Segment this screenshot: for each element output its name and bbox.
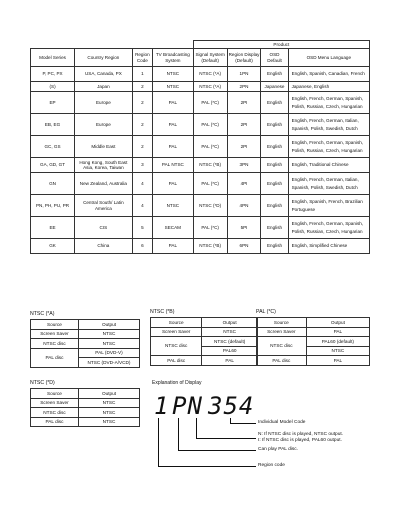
table-row bbox=[31, 82, 370, 92]
model-series-cell: GN bbox=[31, 173, 75, 195]
tv-system-cell: NTSC bbox=[153, 82, 194, 92]
tv-system-cell: PAL bbox=[153, 173, 194, 195]
col-country-region: Country Region bbox=[75, 49, 133, 67]
country-region-cell: Central South/ Latin America bbox=[75, 195, 133, 217]
display-explanation bbox=[152, 378, 382, 478]
signal-system-cell: NTSC (*D) bbox=[193, 195, 227, 217]
table-row bbox=[31, 239, 370, 254]
signal-system-cell: NTSC (*B) bbox=[193, 239, 227, 254]
region-display-cell: 6PN bbox=[227, 239, 261, 254]
display-region-digit: 1 bbox=[154, 392, 170, 420]
country-region-cell: Europe bbox=[75, 92, 133, 114]
region-display-cell: 2PI bbox=[227, 136, 261, 158]
leader-p-vertical bbox=[178, 418, 179, 450]
country-region-cell: CIS bbox=[75, 217, 133, 239]
osd-language-cell: Japanese, English bbox=[288, 82, 369, 92]
country-region-cell: Japan bbox=[75, 82, 133, 92]
region-code-cell: 4 bbox=[132, 195, 152, 217]
col-model-series: Model Series bbox=[31, 49, 75, 67]
source-header: Source bbox=[257, 318, 307, 328]
note-region-code: Region code bbox=[258, 463, 285, 468]
output-cell: NTSC bbox=[78, 329, 139, 339]
region-specification-table bbox=[30, 40, 370, 254]
leader-model-horizontal bbox=[230, 423, 256, 424]
col-region-display: Region Display (Default) bbox=[227, 49, 261, 67]
osd-language-cell: English, Spanish, French, Brazilian Portuguese bbox=[288, 195, 369, 217]
country-region-cell: USA, Canada, PX bbox=[75, 67, 133, 82]
country-region-cell: Middle East bbox=[75, 136, 133, 158]
source-header: Source bbox=[151, 318, 202, 328]
source-cell: Screen Saver bbox=[31, 398, 79, 408]
product-header: Product bbox=[193, 41, 369, 49]
region-display-cell: 3PN bbox=[227, 158, 261, 173]
pal-c-block bbox=[256, 309, 370, 366]
output-header: Output bbox=[78, 320, 139, 330]
output-cell: PAL bbox=[202, 356, 258, 366]
output-cell: PAL60 (default) bbox=[306, 337, 369, 347]
model-series-cell: (S) bbox=[31, 82, 75, 92]
region-code-cell: 2 bbox=[132, 92, 152, 114]
note-ntsc-output: N: If NTSC disc is played, NTSC output. bbox=[258, 432, 344, 437]
ntsc-b-caption: NTSC (*B) bbox=[150, 309, 175, 315]
signal-system-cell: PAL (*C) bbox=[193, 217, 227, 239]
osd-default-cell: English bbox=[261, 173, 288, 195]
osd-default-cell: English bbox=[261, 136, 288, 158]
model-series-cell: PN, PH, PU, PR bbox=[31, 195, 75, 217]
osd-default-cell: English bbox=[261, 67, 288, 82]
osd-language-cell: English, French, German, Spanish, Polish, Russian, Czech, Hungarian bbox=[288, 217, 369, 239]
table-row bbox=[31, 67, 370, 82]
region-display-cell: 4PI bbox=[227, 173, 261, 195]
col-tv-system: TV Broadcasting System bbox=[153, 49, 194, 67]
signal-system-cell: NTSC (*A) bbox=[193, 82, 227, 92]
region-display-cell: 2PI bbox=[227, 92, 261, 114]
output-cell: NTSC bbox=[202, 327, 258, 337]
model-series-cell: GK bbox=[31, 239, 75, 254]
region-code-cell: 3 bbox=[132, 158, 152, 173]
display-pn-digits: PN bbox=[172, 392, 203, 420]
table-row bbox=[31, 158, 370, 173]
osd-default-cell: English bbox=[261, 239, 288, 254]
output-cell: NTSC bbox=[78, 417, 139, 427]
osd-default-cell: English bbox=[261, 92, 288, 114]
region-code-cell: 5 bbox=[132, 217, 152, 239]
table-row bbox=[31, 114, 370, 136]
note-pal60-output: I: If NTSC disc is played, PAL60 output. bbox=[258, 438, 342, 443]
table-row bbox=[31, 136, 370, 158]
leader-p-horizontal bbox=[178, 450, 256, 451]
output-cell: NTSC (default) bbox=[202, 337, 258, 347]
model-series-cell: EE bbox=[31, 217, 75, 239]
model-series-cell: EP bbox=[31, 92, 75, 114]
osd-language-cell: English, French, German, Spanish, Polish, Russian, Czech, Hungarian bbox=[288, 136, 369, 158]
model-series-cell: GC, GS bbox=[31, 136, 75, 158]
osd-language-cell: English, French, German, Italian, Spanish, Polish, Swedish, Dutch bbox=[288, 114, 369, 136]
osd-default-cell: English bbox=[261, 217, 288, 239]
region-code-cell: 1 bbox=[132, 67, 152, 82]
tv-system-cell: PAL bbox=[153, 114, 194, 136]
output-cell: NTSC (DVD-A/VCD) bbox=[78, 358, 139, 368]
note-model-code: Individual Model Code bbox=[258, 420, 306, 425]
table-row bbox=[31, 92, 370, 114]
ntsc-d-block bbox=[30, 380, 140, 427]
signal-system-cell: PAL (*C) bbox=[193, 173, 227, 195]
source-cell: PAL disc bbox=[31, 348, 79, 367]
region-code-cell: 2 bbox=[132, 82, 152, 92]
signal-system-cell: PAL (*C) bbox=[193, 136, 227, 158]
osd-language-cell: English, Simplified Chinese bbox=[288, 239, 369, 254]
country-region-cell: Hong Kong, South East Asia, Korea, Taiwan bbox=[75, 158, 133, 173]
output-header: Output bbox=[202, 318, 258, 328]
ntsc-a-table bbox=[30, 319, 140, 368]
table-row bbox=[31, 195, 370, 217]
output-cell: PAL bbox=[306, 327, 369, 337]
output-cell: PAL (DVD-V) bbox=[78, 348, 139, 358]
region-display-cell: 4PN bbox=[227, 195, 261, 217]
tv-system-cell: NTSC bbox=[153, 195, 194, 217]
note-pal-disc: Can play PAL disc. bbox=[258, 447, 298, 452]
output-header: Output bbox=[306, 318, 369, 328]
ntsc-d-table bbox=[30, 388, 140, 427]
col-region-code: Region Code bbox=[132, 49, 152, 67]
output-cell: NTSC bbox=[78, 398, 139, 408]
col-osd-default: OSD Default bbox=[261, 49, 288, 67]
col-signal-system: Signal System (Default) bbox=[193, 49, 227, 67]
source-cell: Screen Saver bbox=[151, 327, 202, 337]
ntsc-a-caption: NTSC (*A) bbox=[30, 311, 55, 317]
region-code-cell: 4 bbox=[132, 173, 152, 195]
source-cell: PAL disc bbox=[31, 417, 79, 427]
source-cell: NTSC disc bbox=[257, 337, 307, 356]
output-cell: NTSC bbox=[78, 339, 139, 349]
country-region-cell: China bbox=[75, 239, 133, 254]
region-display-cell: 5PI bbox=[227, 217, 261, 239]
country-region-cell: New Zealand, Australia bbox=[75, 173, 133, 195]
signal-system-cell: NTSC (*B) bbox=[193, 158, 227, 173]
tv-system-cell: PAL NTSC bbox=[153, 158, 194, 173]
osd-language-cell: English, Traditional Chinese bbox=[288, 158, 369, 173]
region-display-cell: 2PI bbox=[227, 114, 261, 136]
osd-language-cell: English, French, German, Spanish, Polish, Russian, Czech, Hungarian bbox=[288, 92, 369, 114]
pal-c-table bbox=[256, 317, 370, 366]
output-cell: NTSC bbox=[306, 346, 369, 356]
source-cell: NTSC disc bbox=[31, 339, 79, 349]
output-cell: PAL60 bbox=[202, 346, 258, 356]
col-osd-language: OSD Menu Language bbox=[288, 49, 369, 67]
region-display-cell: 1PN bbox=[227, 67, 261, 82]
ntsc-b-table bbox=[150, 317, 258, 366]
table-row bbox=[31, 217, 370, 239]
tv-system-cell: SECAM bbox=[153, 217, 194, 239]
osd-language-cell: English, Spanish, Canadian, French bbox=[288, 67, 369, 82]
ntsc-d-caption: NTSC (*D) bbox=[30, 380, 55, 386]
source-cell: PAL disc bbox=[151, 356, 202, 366]
ntsc-a-block bbox=[30, 311, 140, 368]
country-region-cell: Europe bbox=[75, 114, 133, 136]
pal-c-caption: PAL (*C) bbox=[256, 309, 276, 315]
osd-language-cell: English, French, German, Italian, Spanish, Polish, Swedish, Dutch bbox=[288, 173, 369, 195]
tv-system-cell: PAL bbox=[153, 92, 194, 114]
osd-default-cell: English bbox=[261, 114, 288, 136]
output-cell: NTSC bbox=[78, 408, 139, 418]
source-header: Source bbox=[31, 320, 79, 330]
table-row bbox=[31, 173, 370, 195]
region-code-cell: 6 bbox=[132, 239, 152, 254]
region-code-cell: 2 bbox=[132, 136, 152, 158]
signal-system-cell: PAL (*C) bbox=[193, 114, 227, 136]
display-model-digits: 354 bbox=[208, 392, 255, 420]
signal-system-cell: NTSC (*A) bbox=[193, 67, 227, 82]
leader-region-vertical bbox=[158, 418, 159, 466]
leader-n-horizontal bbox=[196, 438, 256, 439]
region-code-cell: 2 bbox=[132, 114, 152, 136]
tv-system-cell: NTSC bbox=[153, 67, 194, 82]
osd-default-cell: English bbox=[261, 195, 288, 217]
osd-default-cell: Japanese bbox=[261, 82, 288, 92]
leader-n-vertical bbox=[196, 418, 197, 438]
source-cell: Screen Saver bbox=[257, 327, 307, 337]
explanation-title: Explanation of Display bbox=[152, 380, 202, 386]
tv-system-cell: PAL bbox=[153, 239, 194, 254]
region-display-cell: 2PN bbox=[227, 82, 261, 92]
source-cell: PAL disc bbox=[257, 356, 307, 366]
model-series-cell: P, PC, PX bbox=[31, 67, 75, 82]
osd-default-cell: English bbox=[261, 158, 288, 173]
signal-system-cell: PAL (*C) bbox=[193, 92, 227, 114]
leader-region-horizontal bbox=[158, 466, 256, 467]
source-cell: Screen Saver bbox=[31, 329, 79, 339]
source-cell: NTSC disc bbox=[31, 408, 79, 418]
source-cell: NTSC disc bbox=[151, 337, 202, 356]
tv-system-cell: PAL bbox=[153, 136, 194, 158]
model-series-cell: EB, EG bbox=[31, 114, 75, 136]
ntsc-b-block bbox=[150, 309, 258, 366]
model-series-cell: GA, GD, GT bbox=[31, 158, 75, 173]
output-header: Output bbox=[78, 389, 139, 399]
output-cell: PAL bbox=[306, 356, 369, 366]
header-spacer bbox=[31, 41, 194, 49]
source-header: Source bbox=[31, 389, 79, 399]
